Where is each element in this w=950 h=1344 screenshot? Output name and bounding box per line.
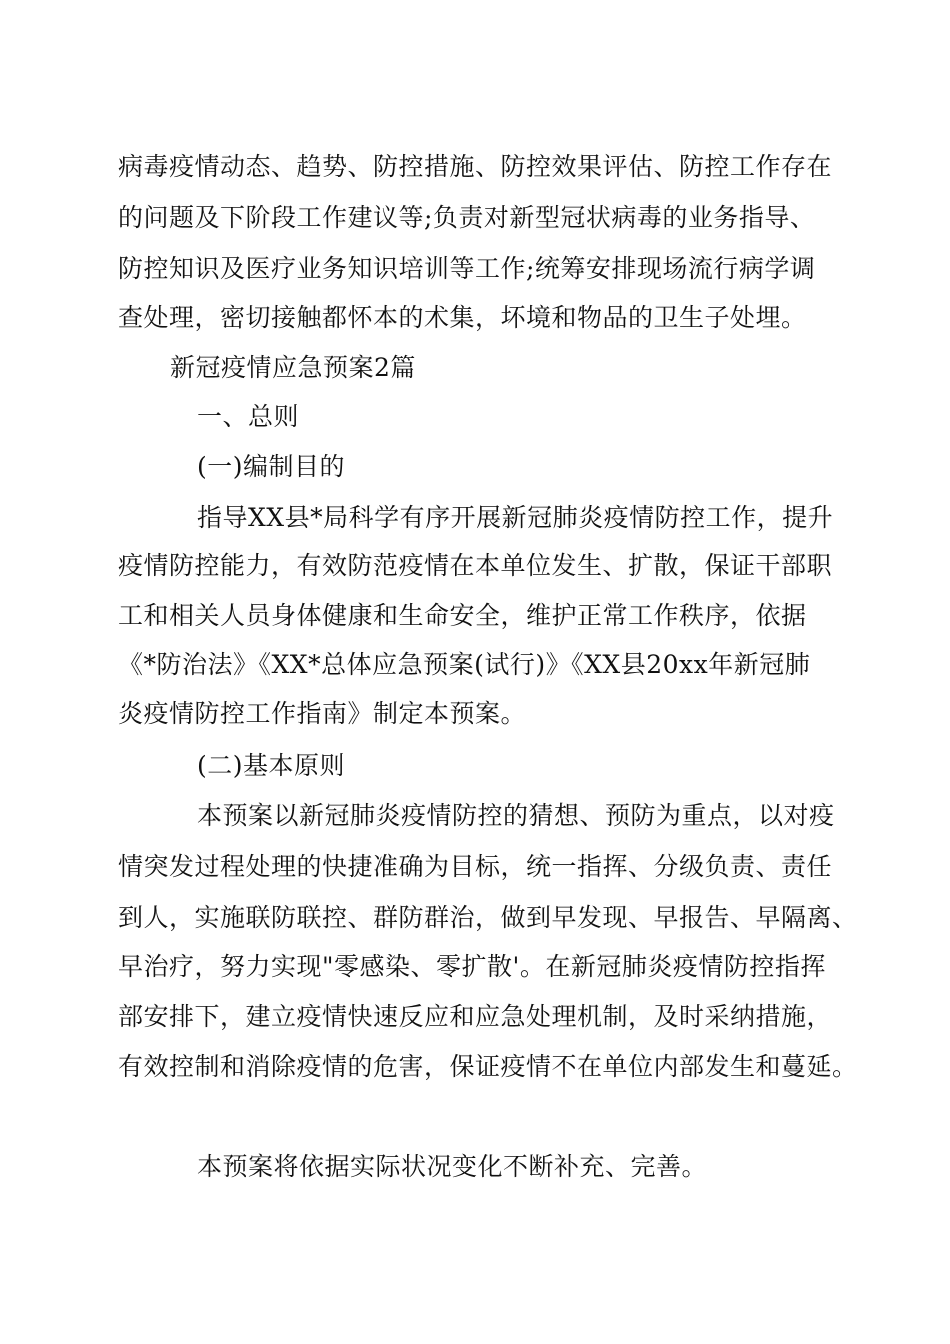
- section-heading: 一、总则: [197, 402, 300, 431]
- paragraph-line: 防控知识及医疗业务知识培训等工作;统筹安排现场流行病学调: [118, 254, 816, 283]
- subsection-heading: (二)基本原则: [197, 751, 346, 780]
- paragraph-line: 早治疗，努力实现"零感染、零扩散'。在新冠肺炎疫情防控指挥: [118, 952, 826, 981]
- paragraph-line: 炎疫情防控工作指南》制定本预案。: [118, 699, 527, 728]
- subsection-heading: (一)编制目的: [197, 452, 346, 481]
- paragraph-line: 查处理，密切接触都怀本的术集，坏境和物品的卫生子处埋。: [118, 303, 807, 332]
- paragraph-line: 的问题及下阶段工作建议等;负责对新型冠状病毒的业务指导、: [118, 203, 816, 232]
- document-title: 新冠疫情应急预案2篇: [170, 353, 416, 382]
- paragraph-line: 指导XX县*局科学有序开展新冠肺炎疫情防控工作，提升: [197, 503, 834, 532]
- paragraph-line: 《*防治法》《XX*总体应急预案(试行)》《XX县20xx年新冠肺: [118, 650, 811, 679]
- paragraph-line: 有效控制和消除疫情的危害，保证疫情不在单位内部发生和蔓延。: [118, 1052, 858, 1081]
- paragraph-line: 工和相关人员身体健康和生命安全，维护正常工作秩序，依据: [118, 601, 807, 630]
- paragraph-line: 到人，实施联防联控、群防群治，做到早发现、早报告、早隔离、: [118, 903, 858, 932]
- paragraph-line: 疫情防控能力，有效防范疫情在本单位发生、扩散，保证干部职: [118, 551, 833, 580]
- paragraph-line: 本预案以新冠肺炎疫情防控的猜想、预防为重点，以对疫: [197, 801, 835, 830]
- paragraph-line: 情突发过程处理的快捷准确为目标，统一指挥、分级负责、责任: [118, 852, 833, 881]
- paragraph-line: 本预案将依据实际状况变化不断补充、完善。: [197, 1152, 708, 1181]
- paragraph-line: 病毒疫情动态、趋势、防控措施、防控效果评估、防控工作存在: [118, 152, 833, 181]
- paragraph-line: 部安排下，建立疫情快速反应和应急处理机制，及时采纳措施，: [118, 1002, 833, 1031]
